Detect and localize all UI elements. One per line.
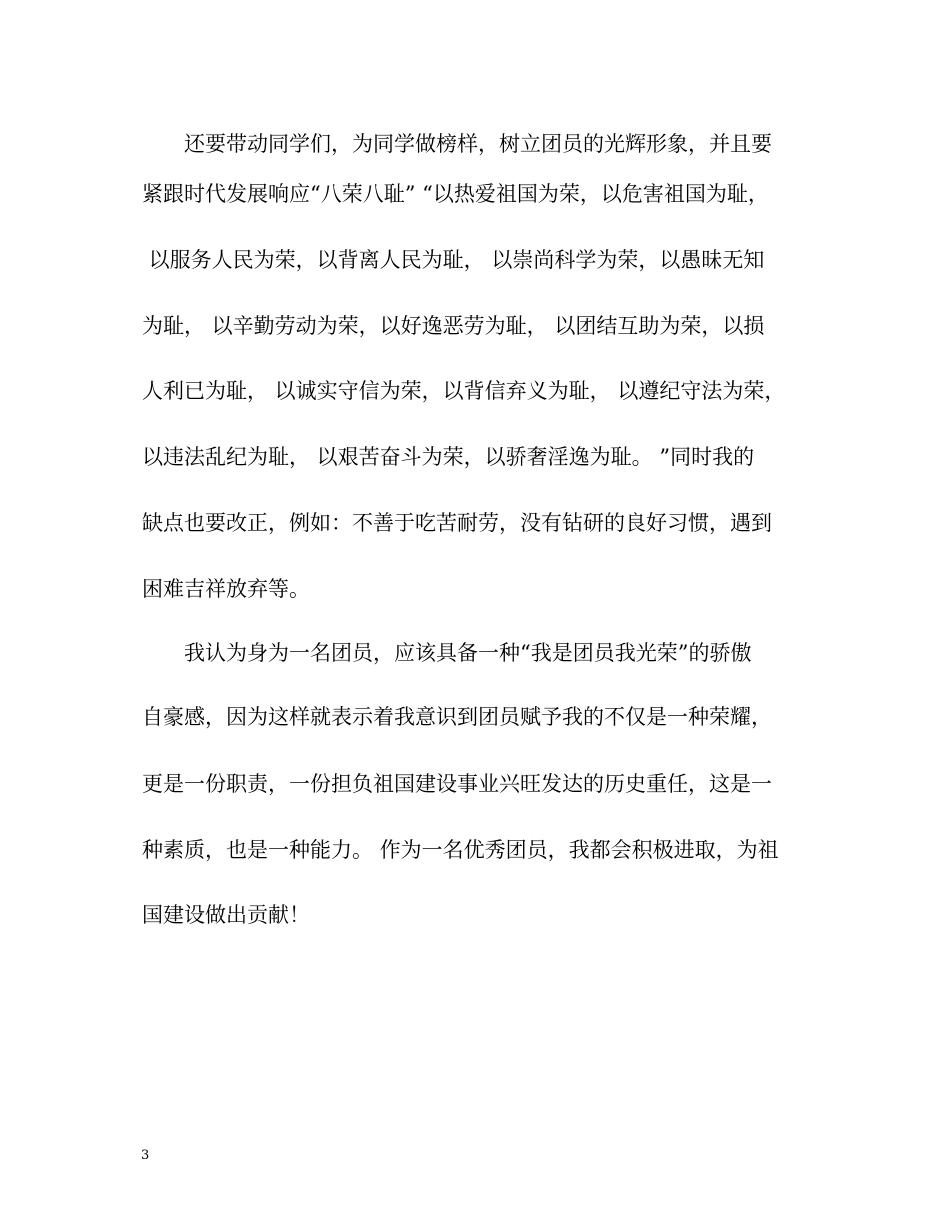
text-line: 我认为身为一名团员，应该具备一种“我是团员我光荣”的骄傲 bbox=[184, 641, 752, 665]
text-line: 更是一份职责，一份担负祖国建设事业兴旺发达的历史重任，这是一 bbox=[142, 772, 772, 796]
text-line: 还要带动同学们，为同学做榜样，树立团员的光辉形象，并且要 bbox=[184, 132, 772, 156]
text-line: 以服务人民为荣，以背离人民为耻， 以崇尚科学为荣，以愚昧无知 bbox=[142, 248, 765, 272]
text-line: 为耻， 以辛勤劳动为荣，以好逸恶劳为耻， 以团结互助为荣，以损 bbox=[142, 314, 765, 338]
text-line: 以违法乱纪为耻， 以艰苦奋斗为荣，以骄奢淫逸为耻。 ”同时我的 bbox=[142, 445, 755, 469]
text-line: 国建设做出贡献！ bbox=[142, 903, 310, 927]
page-number: 3 bbox=[141, 1148, 150, 1163]
text-line: 缺点也要改正，例如：不善于吃苦耐劳，没有钻研的良好习惯，遇到 bbox=[142, 511, 772, 535]
text-line: 自豪感，因为这样就表示着我意识到团员赋予我的不仅是一种荣耀， bbox=[142, 705, 772, 729]
text-line: 困难吉祥放弃等。 bbox=[142, 577, 310, 601]
text-line: 种素质，也是一种能力。 作为一名优秀团员，我都会积极进取，为祖 bbox=[142, 838, 779, 862]
text-line: 人利已为耻， 以诚实守信为荣，以背信弃义为耻， 以遵纪守法为荣， bbox=[142, 379, 786, 403]
text-line: 紧跟时代发展响应“八荣八耻” “以热爱祖国为荣，以危害祖国为耻， bbox=[142, 182, 769, 206]
